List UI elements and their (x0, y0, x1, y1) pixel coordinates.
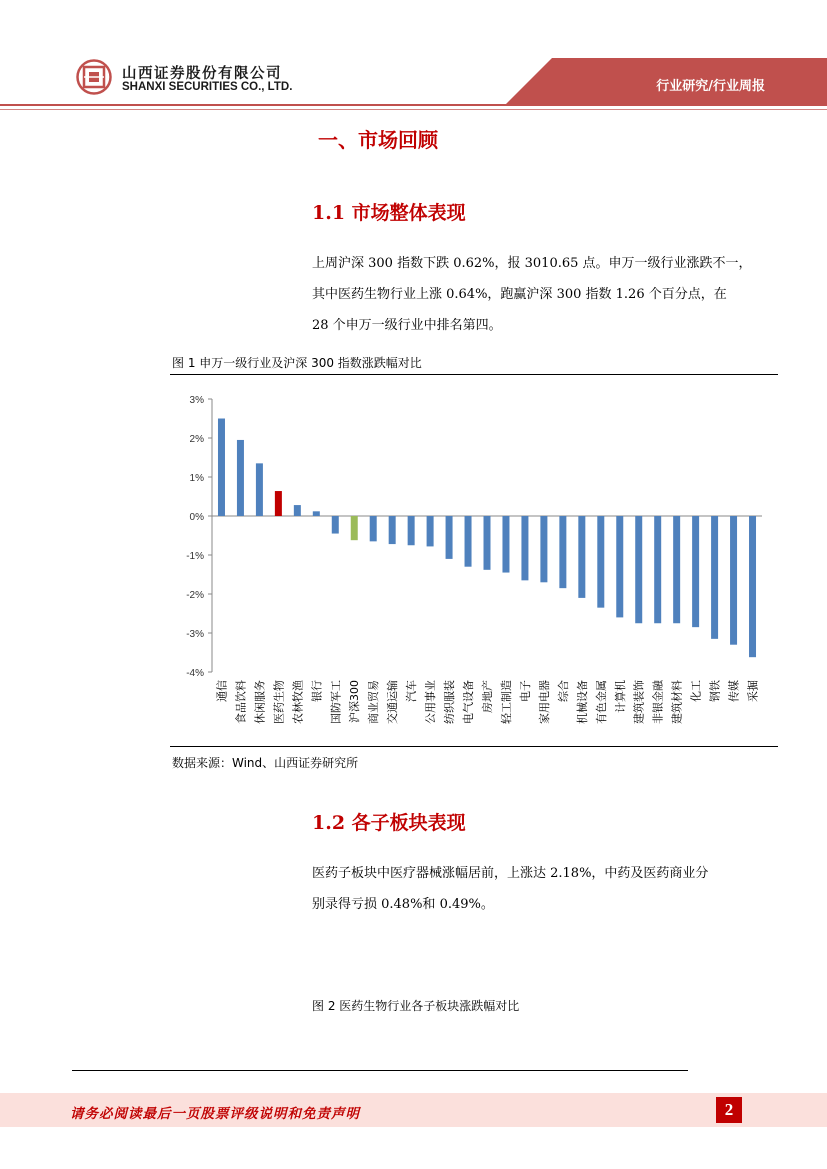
y-tick-label: 0% (189, 512, 204, 523)
bar-计算机 (616, 516, 623, 617)
bar-食品饮料 (237, 440, 244, 516)
x-tick-label: 采掘 (746, 680, 760, 702)
page-number: 2 (716, 1097, 742, 1123)
header-divider (0, 104, 827, 106)
bar-建筑装饰 (635, 516, 642, 623)
report-type: 行业研究/行业周报 (656, 79, 765, 94)
paragraph-line: 上周沪深 300 指数下跌 0.62%，报 3010.65 点。申万一级行业涨跌不一， (312, 256, 752, 271)
x-tick-label: 交通运输 (386, 680, 400, 724)
x-tick-label: 汽车 (405, 680, 419, 702)
x-tick-label: 通信 (215, 680, 229, 702)
footer-disclaimer: 请务必阅读最后一页股票评级说明和免责声明 (70, 1106, 360, 1122)
header-divider-thin (0, 109, 827, 110)
bar-沪深300 (351, 516, 358, 540)
y-tick-label: 2% (189, 434, 204, 445)
y-tick-label: -3% (186, 629, 204, 640)
x-tick-label: 银行 (310, 680, 324, 702)
paragraph-line: 医药子板块中医疗器械涨幅居前，上涨达 2.18%，中药及医药商业分 (312, 866, 709, 881)
figure-top-rule (170, 374, 778, 375)
bar-通信 (218, 419, 225, 517)
bar-休闲服务 (256, 463, 263, 516)
page-header (0, 0, 827, 110)
paragraph-subsectors (312, 858, 762, 920)
data-source: 数据来源：Wind、山西证券研究所 (172, 756, 359, 770)
bar-电子 (521, 516, 528, 580)
bar-银行 (313, 511, 320, 516)
bar-有色金属 (597, 516, 604, 608)
y-tick-label: -4% (186, 668, 204, 679)
bar-化工 (692, 516, 699, 627)
figure-1-title: 图 1 申万一级行业及沪深 300 指数涨跌幅对比 (172, 356, 422, 370)
x-tick-label: 轻工制造 (499, 680, 513, 724)
x-tick-label: 钢铁 (708, 680, 722, 702)
x-tick-label: 机械设备 (575, 680, 589, 724)
bar-国防军工 (332, 516, 339, 534)
paragraph-line: 其中医药生物行业上涨 0.64%，跑赢沪深 300 指数 1.26 个百分点，在 (312, 287, 727, 302)
x-tick-label: 农林牧渔 (291, 680, 305, 724)
paragraph-market-overview (312, 248, 762, 341)
subsection-title-1-2: 1.2 各子板块表现 (312, 812, 466, 834)
x-tick-label: 沪深300 (348, 680, 362, 723)
bar-综合 (559, 516, 566, 588)
y-tick-label: -2% (186, 590, 204, 601)
y-tick-label: 1% (189, 473, 204, 484)
x-tick-label: 食品饮料 (234, 680, 248, 724)
bar-房地产 (484, 516, 491, 570)
subsection-title-1-1: 1.1 市场整体表现 (312, 202, 466, 224)
x-tick-label: 医药生物 (272, 680, 286, 724)
bar-轻工制造 (502, 516, 509, 573)
y-tick-label: 3% (189, 395, 204, 406)
bar-机械设备 (578, 516, 585, 598)
x-tick-label: 有色金属 (594, 680, 608, 724)
x-tick-label: 电子 (518, 680, 532, 702)
footer-rule (72, 1070, 688, 1071)
x-tick-label: 非银金融 (651, 680, 665, 724)
industry-return-bar-chart (170, 385, 778, 745)
bar-纺织服装 (446, 516, 453, 559)
x-tick-label: 商业贸易 (367, 680, 381, 724)
paragraph-line: 28 个申万一级行业中排名第四。 (312, 318, 502, 333)
shanxi-securities-logo-icon (76, 59, 112, 95)
x-tick-label: 纺织服装 (443, 680, 457, 724)
bar-采掘 (749, 516, 756, 657)
bar-交通运输 (389, 516, 396, 544)
x-tick-label: 公用事业 (424, 680, 438, 724)
x-tick-label: 综合 (556, 680, 570, 702)
y-tick-label: -1% (186, 551, 204, 562)
bar-医药生物 (275, 491, 282, 516)
x-tick-label: 计算机 (613, 680, 627, 713)
paragraph-line: 别录得亏损 0.48%和 0.49%。 (312, 897, 494, 912)
x-tick-label: 化工 (689, 680, 703, 702)
bar-家用电器 (540, 516, 547, 582)
x-tick-label: 建筑装饰 (632, 680, 646, 724)
figure-bottom-rule (170, 746, 778, 747)
section-title: 一、市场回顾 (318, 128, 438, 152)
x-tick-label: 建筑材料 (670, 680, 684, 724)
bar-钢铁 (711, 516, 718, 639)
bar-非银金融 (654, 516, 661, 623)
company-name-en: SHANXI SECURITIES CO., LTD. (122, 81, 293, 93)
bar-传媒 (730, 516, 737, 645)
x-tick-label: 房地产 (481, 680, 494, 713)
x-tick-label: 国防军工 (329, 680, 343, 724)
x-tick-label: 传媒 (727, 680, 741, 702)
x-tick-label: 家用电器 (537, 680, 551, 724)
x-tick-label: 休闲服务 (253, 680, 267, 724)
bar-商业贸易 (370, 516, 377, 541)
bar-农林牧渔 (294, 505, 301, 516)
company-name-cn: 山西证券股份有限公司 (122, 66, 282, 82)
x-tick-label: 电气设备 (462, 680, 476, 724)
bar-公用事业 (427, 516, 434, 546)
figure-2-title: 图 2 医药生物行业各子板块涨跌幅对比 (312, 999, 520, 1013)
bar-建筑材料 (673, 516, 680, 623)
bar-汽车 (408, 516, 415, 545)
bar-电气设备 (465, 516, 472, 567)
